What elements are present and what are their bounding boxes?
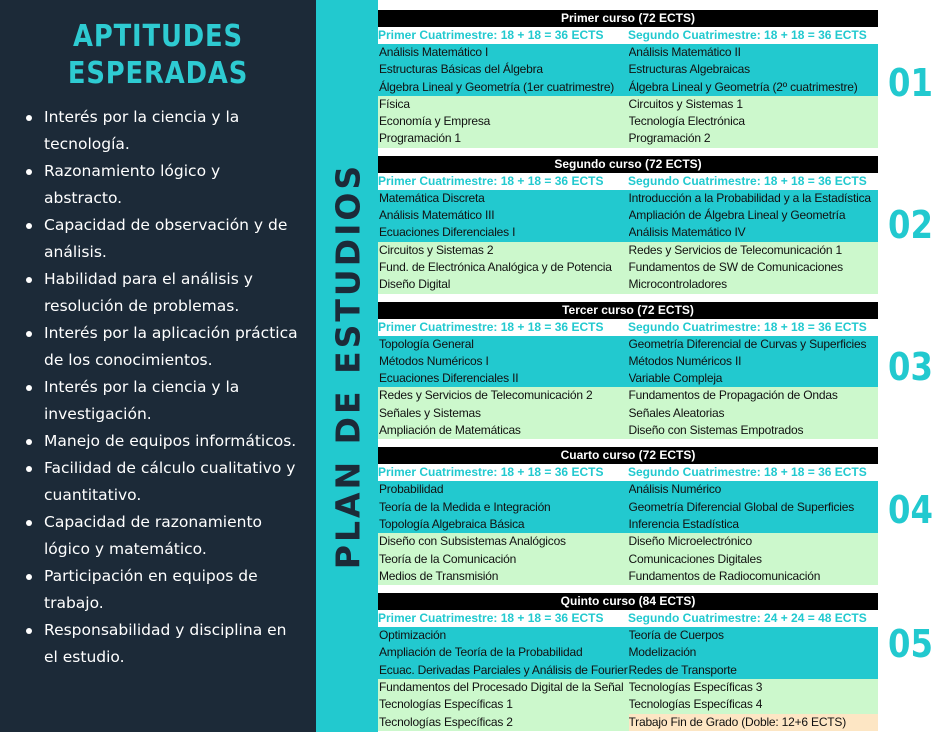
year-number: 04	[888, 488, 933, 532]
table-row	[378, 79, 878, 96]
table-row	[378, 207, 878, 224]
aptitudes-title-line2: ESPERADAS	[67, 56, 249, 91]
subject-cell: Redes y Servicios de Telecomunicación 2	[379, 388, 593, 403]
subject-cell: Fundamentos de Radiocomunicación	[628, 568, 821, 583]
table-row	[378, 405, 878, 422]
table-row	[378, 627, 878, 644]
year-header: Primer curso (72 ECTS)	[378, 10, 878, 27]
table-row	[378, 61, 878, 78]
list-item: Capacidad de observación y de análisis.	[20, 212, 300, 266]
subject-cell: Fundamentos de SW de Comunicaciones	[628, 259, 843, 274]
aptitudes-title	[22, 18, 294, 92]
list-item: Interés por la aplicación práctica de los conocimientos.	[20, 320, 300, 374]
table-row	[378, 276, 878, 293]
semester-label: Segundo Cuatrimestre: 18 + 18 = 36 ECTS	[628, 28, 867, 42]
subject-cell: Métodos Numéricos I	[379, 353, 489, 368]
semester-label: Primer Cuatrimestre: 18 + 18 = 36 ECTS	[378, 28, 604, 42]
subject-cell: Fund. de Electrónica Analógica y de Potencia	[379, 259, 612, 274]
year-block	[378, 447, 878, 585]
subject-cell: Probabilidad	[379, 482, 444, 497]
table-row	[378, 644, 878, 661]
year-header: Tercer curso (72 ECTS)	[378, 302, 878, 319]
year-header: Cuarto curso (72 ECTS)	[378, 447, 878, 464]
semester-header-row	[378, 173, 878, 190]
subject-cell: Circuitos y Sistemas 1	[628, 96, 743, 111]
subject-cell: Inferencia Estadística	[628, 516, 739, 531]
subject-cell: Programación 1	[379, 131, 461, 146]
year-header: Segundo curso (72 ECTS)	[378, 156, 878, 173]
table-row	[378, 387, 878, 404]
list-item: Participación en equipos de trabajo.	[20, 563, 300, 617]
table-row	[378, 224, 878, 241]
table-row	[378, 190, 878, 207]
subject-cell: Redes y Servicios de Telecomunicación 1	[628, 242, 842, 257]
subject-cell: Optimización	[379, 628, 446, 643]
subject-cell: Diseño Digital	[379, 277, 451, 292]
subject-cell: Diseño con Subsistemas Analógicos	[379, 534, 566, 549]
subject-cell: Tecnologías Específicas 4	[628, 697, 763, 712]
table-row	[378, 662, 878, 679]
table-row	[378, 44, 878, 61]
subject-cell: Microcontroladores	[628, 277, 727, 292]
table-row	[378, 533, 878, 550]
subject-cell: Álgebra Lineal y Geometría (1er cuatrimestre)	[379, 79, 615, 94]
subject-cell: Teoría de Cuerpos	[628, 628, 724, 643]
subject-cell: Circuitos y Sistemas 2	[379, 242, 494, 257]
semester-header-row	[378, 464, 878, 481]
subject-cell: Fundamentos del Procesado Digital de la Señal	[379, 680, 624, 695]
table-row	[378, 696, 878, 713]
subject-cell: Redes de Transporte	[628, 662, 737, 677]
subject-cell: Ampliación de Teoría de la Probabilidad	[379, 645, 583, 660]
semester-label: Primer Cuatrimestre: 18 + 18 = 36 ECTS	[378, 611, 604, 626]
table-row	[378, 516, 878, 533]
subject-cell: Matemática Discreta	[379, 190, 485, 205]
subject-cell: Tecnologías Específicas 1	[379, 697, 513, 712]
year-block	[378, 593, 878, 731]
list-item: Manejo de equipos informáticos.	[20, 428, 300, 455]
subject-cell: Trabajo Fin de Grado (Doble: 12+6 ECTS)	[629, 714, 879, 731]
subject-cell: Variable Compleja	[628, 371, 723, 386]
subject-cell: Teoría de la Medida e Integración	[379, 499, 551, 514]
table-row	[378, 96, 878, 113]
table-row	[378, 499, 878, 516]
table-row	[378, 336, 878, 353]
subject-cell: Fundamentos de Propagación de Ondas	[628, 388, 838, 403]
table-row	[378, 679, 878, 696]
aptitudes-title-line1: APTITUDES	[72, 19, 243, 54]
table-row	[378, 130, 878, 147]
table-row	[378, 259, 878, 276]
subject-cell: Tecnologías Específicas 3	[628, 680, 763, 695]
subject-cell: Diseño Microelectrónico	[628, 534, 752, 549]
plan-de-estudios-title: PLAN DE ESTUDIOS	[328, 162, 368, 570]
subject-cell: Comunicaciones Digitales	[628, 551, 762, 566]
semester-label: Primer Cuatrimestre: 18 + 18 = 36 ECTS	[378, 319, 604, 334]
subject-cell: Modelización	[628, 645, 697, 660]
subject-cell: Topología Algebraica Básica	[379, 516, 525, 531]
year-block	[378, 156, 878, 294]
subject-cell: Análisis Matemático I	[379, 45, 489, 59]
subject-cell: Señales Aleatorias	[628, 405, 725, 420]
list-item: Interés por la ciencia y la tecnología.	[20, 104, 300, 158]
subject-cell: Física	[379, 96, 410, 111]
semester-label: Segundo Cuatrimestre: 24 + 24 = 48 ECTS	[628, 611, 867, 626]
subject-cell: Geometría Diferencial de Curvas y Superficies	[628, 336, 867, 351]
table-row	[378, 353, 878, 370]
subject-cell: Análisis Matemático III	[379, 208, 495, 223]
aptitudes-panel	[0, 0, 316, 732]
subject-cell: Programación 2	[628, 131, 711, 146]
subject-cell: Señales y Sistemas	[379, 405, 481, 420]
aptitudes-list	[20, 104, 300, 671]
subject-cell: Geometría Diferencial Global de Superficies	[628, 499, 855, 514]
subject-cell: Ecuaciones Diferenciales II	[379, 371, 519, 386]
subject-cell: Álgebra Lineal y Geometría (2º cuatrimestre)	[628, 79, 858, 94]
semester-label: Segundo Cuatrimestre: 18 + 18 = 36 ECTS	[628, 319, 867, 334]
list-item: Capacidad de razonamiento lógico y matemático.	[20, 509, 300, 563]
list-item: Habilidad para el análisis y resolución de problemas.	[20, 266, 300, 320]
semester-header-row	[378, 319, 878, 336]
subject-cell: Tecnología Electrónica	[628, 114, 745, 129]
subject-cell: Medios de Transmisión	[379, 568, 499, 583]
table-row	[378, 113, 878, 130]
subject-cell: Análisis Numérico	[628, 482, 722, 497]
subject-cell: Ecuaciones Diferenciales I	[379, 225, 516, 240]
semester-header-row	[378, 610, 878, 627]
table-row	[378, 370, 878, 387]
subject-cell: Economía y Empresa	[379, 114, 491, 129]
semester-label: Primer Cuatrimestre: 18 + 18 = 36 ECTS	[378, 465, 604, 480]
year-number: 03	[888, 345, 933, 389]
semester-label: Segundo Cuatrimestre: 18 + 18 = 36 ECTS	[628, 173, 867, 188]
subject-cell: Diseño con Sistemas Empotrados	[628, 423, 804, 438]
semester-header-row	[378, 27, 878, 44]
table-row	[378, 481, 878, 498]
list-item: Interés por la ciencia y la investigación.	[20, 374, 300, 428]
subject-cell: Ecuac. Derivadas Parciales y Análisis de Fourier	[379, 662, 628, 677]
subject-cell: Introducción a la Probabilidad y a la Estadística	[628, 190, 871, 205]
table-row	[378, 714, 878, 731]
subject-cell: Topología General	[379, 336, 474, 351]
subject-cell: Métodos Numéricos II	[628, 353, 742, 368]
table-row	[378, 551, 878, 568]
year-number: 02	[888, 203, 933, 247]
subject-cell: Estructuras Algebraicas	[628, 62, 750, 77]
year-block	[378, 302, 878, 440]
table-row	[378, 568, 878, 585]
study-plan-table	[378, 10, 878, 731]
subject-cell: Ampliación de Álgebra Lineal y Geometría	[628, 208, 846, 223]
subject-cell: Ampliación de Matemáticas	[379, 423, 521, 438]
subject-cell: Teoría de la Comunicación	[379, 551, 517, 566]
year-block	[378, 10, 878, 148]
table-row	[378, 242, 878, 259]
list-item: Razonamiento lógico y abstracto.	[20, 158, 300, 212]
subject-cell: Tecnologías Específicas 2	[379, 714, 513, 729]
semester-label: Segundo Cuatrimestre: 18 + 18 = 36 ECTS	[628, 465, 867, 480]
table-row	[378, 422, 878, 439]
semester-label: Primer Cuatrimestre: 18 + 18 = 36 ECTS	[378, 173, 604, 188]
year-number: 05	[888, 622, 933, 666]
subject-cell: Análisis Matemático IV	[628, 225, 746, 240]
list-item: Responsabilidad y disciplina en el estudio.	[20, 617, 300, 671]
year-header: Quinto curso (84 ECTS)	[378, 593, 878, 610]
year-number: 01	[888, 61, 933, 105]
subject-cell: Análisis Matemático II	[628, 45, 741, 59]
list-item: Facilidad de cálculo cualitativo y cuantitativo.	[20, 455, 300, 509]
subject-cell: Estructuras Básicas del Álgebra	[379, 62, 543, 77]
